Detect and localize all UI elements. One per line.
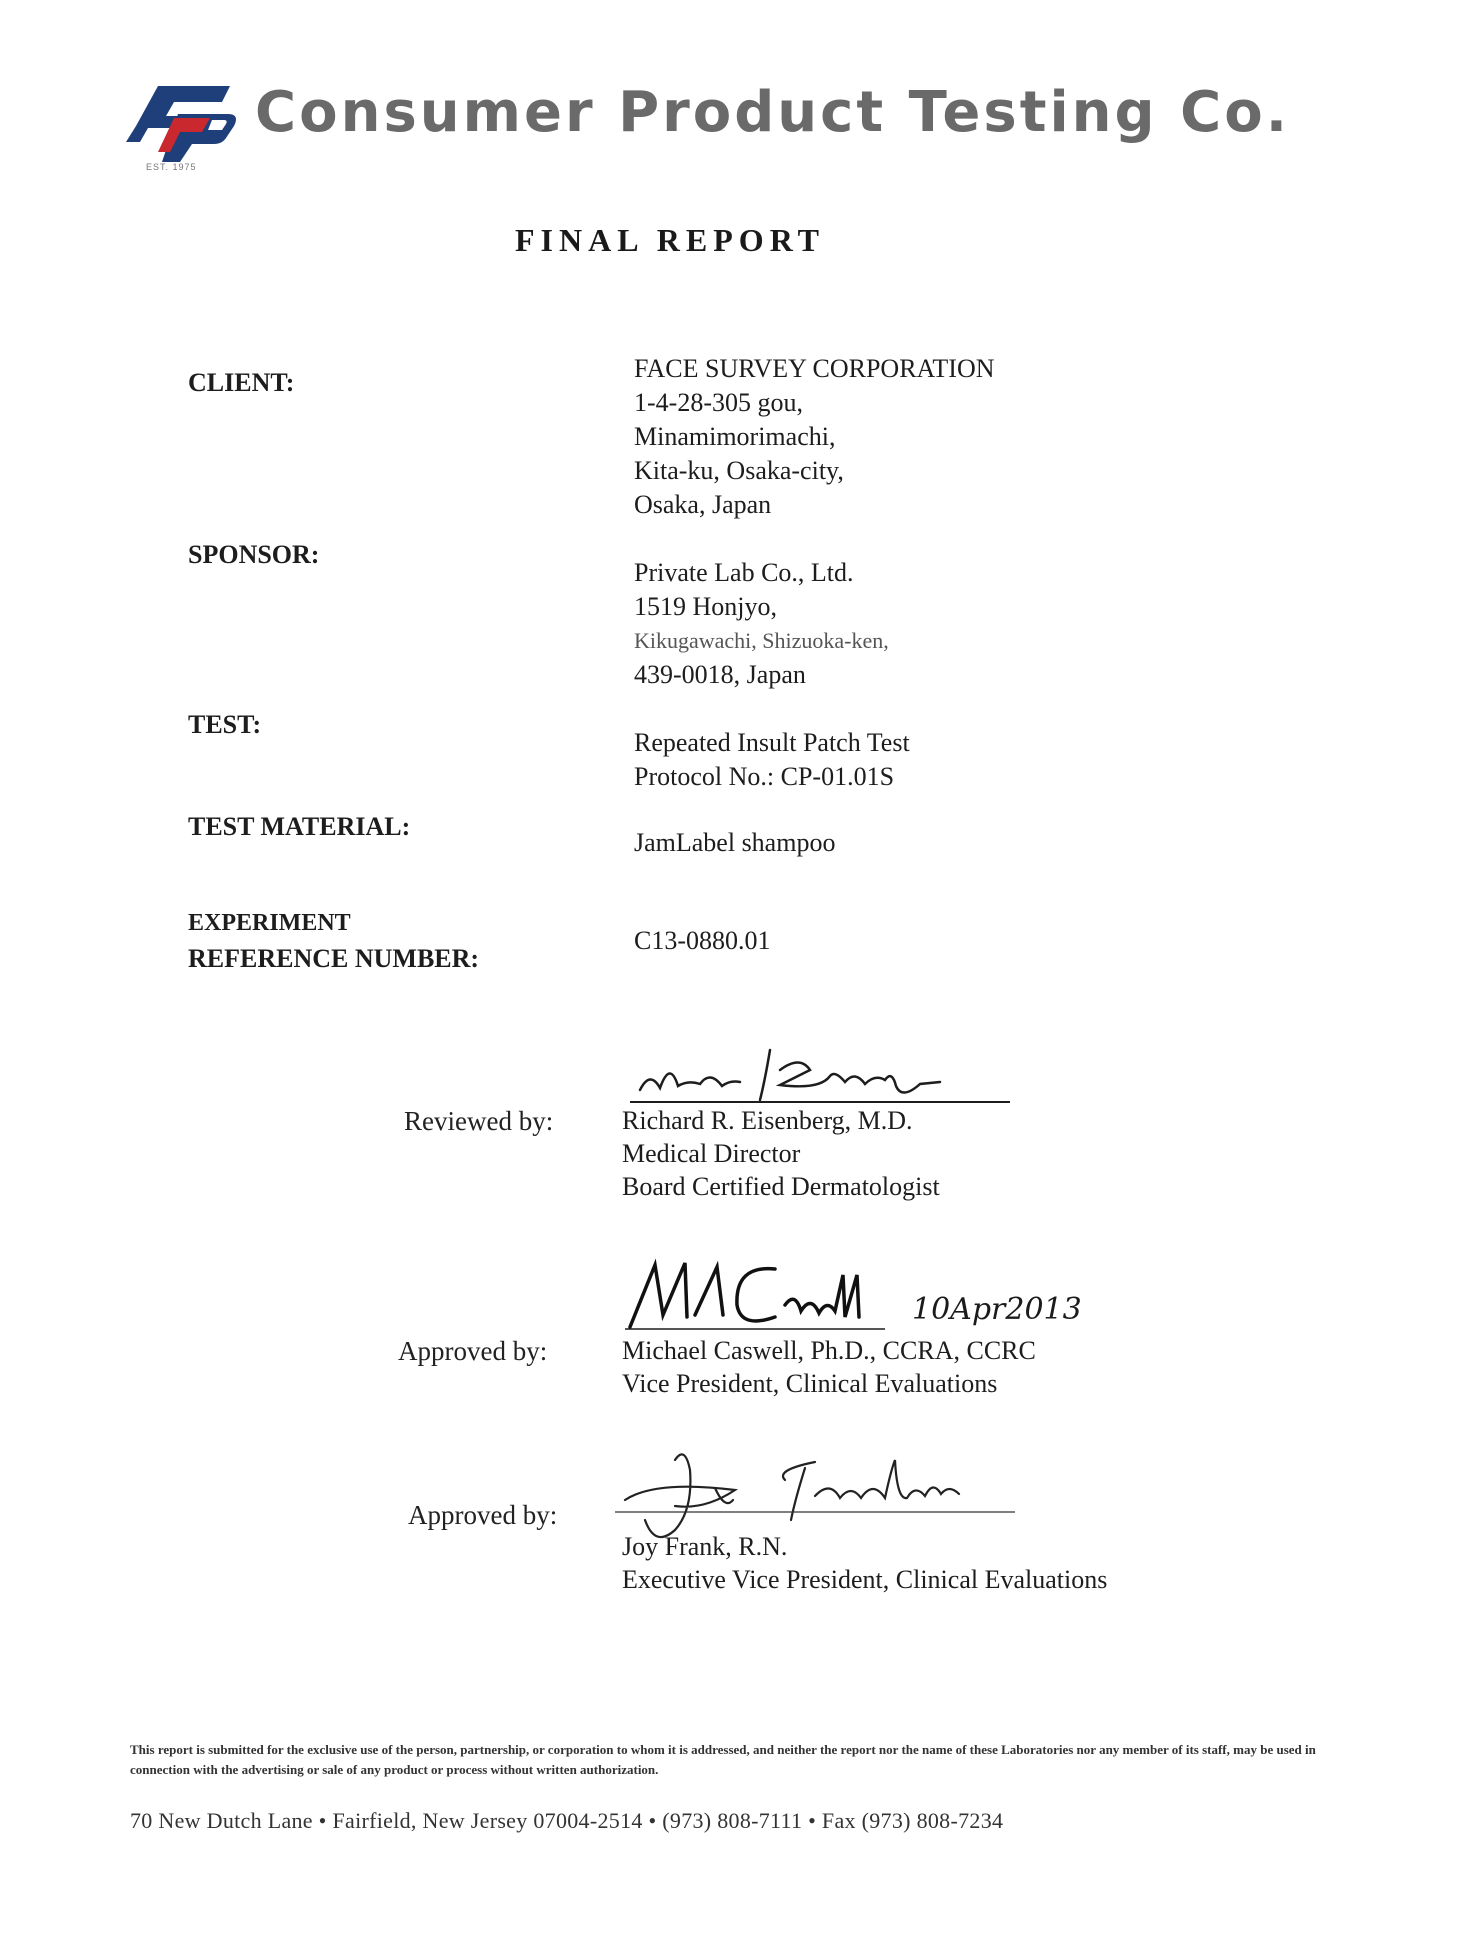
reviewed-by-block [622, 1104, 940, 1203]
sponsor-line: 439-0018, Japan [634, 660, 806, 689]
approved-by-label-1: Approved by: [398, 1336, 548, 1366]
experiment-label-line2: REFERENCE NUMBER: [188, 944, 480, 973]
test-value [634, 726, 910, 794]
logo-established-text: EST. 1975 [146, 162, 197, 172]
experiment-label-line1: EXPERIMENT [188, 910, 351, 936]
approved-by-block-2 [622, 1530, 1107, 1596]
client-line: Kita-ku, Osaka-city, [634, 456, 844, 485]
test-line: Repeated Insult Patch Test [634, 728, 910, 757]
sponsor-label: SPONSOR: [188, 540, 320, 569]
reviewed-by-label: Reviewed by: [404, 1106, 554, 1136]
client-line: FACE SURVEY CORPORATION [634, 354, 995, 383]
footer-address: 70 New Dutch Lane • Fairfield, New Jersey 07004-2514 • (973) 808-7111 • Fax (973) 808-7234 [130, 1808, 1004, 1833]
company-name: Consumer Product Testing Co. [255, 80, 1290, 145]
caswell-signature [625, 1255, 885, 1335]
approver-title: Vice President, Clinical Evaluations [622, 1369, 998, 1398]
client-label: CLIENT: [188, 368, 295, 397]
company-logo-icon [118, 74, 238, 164]
sponsor-line: 1519 Honjyo, [634, 592, 777, 621]
test-material-label: TEST MATERIAL: [188, 812, 411, 841]
sponsor-line: Kikugawachi, Shizuoka-ken, [634, 628, 889, 653]
test-label: TEST: [188, 710, 262, 739]
approved-by-block-1 [622, 1334, 1036, 1400]
reviewer-name: Richard R. Eisenberg, M.D. [622, 1106, 913, 1135]
approver-name: Michael Caswell, Ph.D., CCRA, CCRC [622, 1336, 1036, 1365]
eisenberg-signature [630, 1040, 1010, 1110]
approver-name: Joy Frank, R.N. [622, 1532, 788, 1561]
footer-disclaimer: This report is submitted for the exclusive use of the person, partnership, or corporation to whom it is addressed, and neither the report nor the name of these Laboratories nor any member of its staff, may be used in connection with the advertising or sale of any product or process without written authorization. [130, 1742, 1316, 1777]
client-line: Osaka, Japan [634, 490, 772, 519]
client-line: 1-4-28-305 gou, [634, 388, 803, 417]
approval-date: 10Apr2013 [912, 1292, 1082, 1327]
sponsor-line: Private Lab Co., Ltd. [634, 558, 854, 587]
approver-title: Executive Vice President, Clinical Evaluations [622, 1565, 1108, 1594]
reviewer-title: Medical Director [622, 1139, 801, 1168]
test-line: Protocol No.: CP-01.01S [634, 762, 895, 791]
client-value [634, 352, 995, 522]
approved-by-label-2: Approved by: [408, 1500, 558, 1530]
experiment-ref-value: C13-0880.01 [634, 926, 771, 955]
sponsor-value [634, 556, 889, 692]
reviewer-credential: Board Certified Dermatologist [622, 1172, 940, 1201]
test-material-value: JamLabel shampoo [634, 828, 836, 857]
report-title: FINAL REPORT [515, 222, 826, 258]
client-line: Minamimorimachi, [634, 422, 836, 451]
